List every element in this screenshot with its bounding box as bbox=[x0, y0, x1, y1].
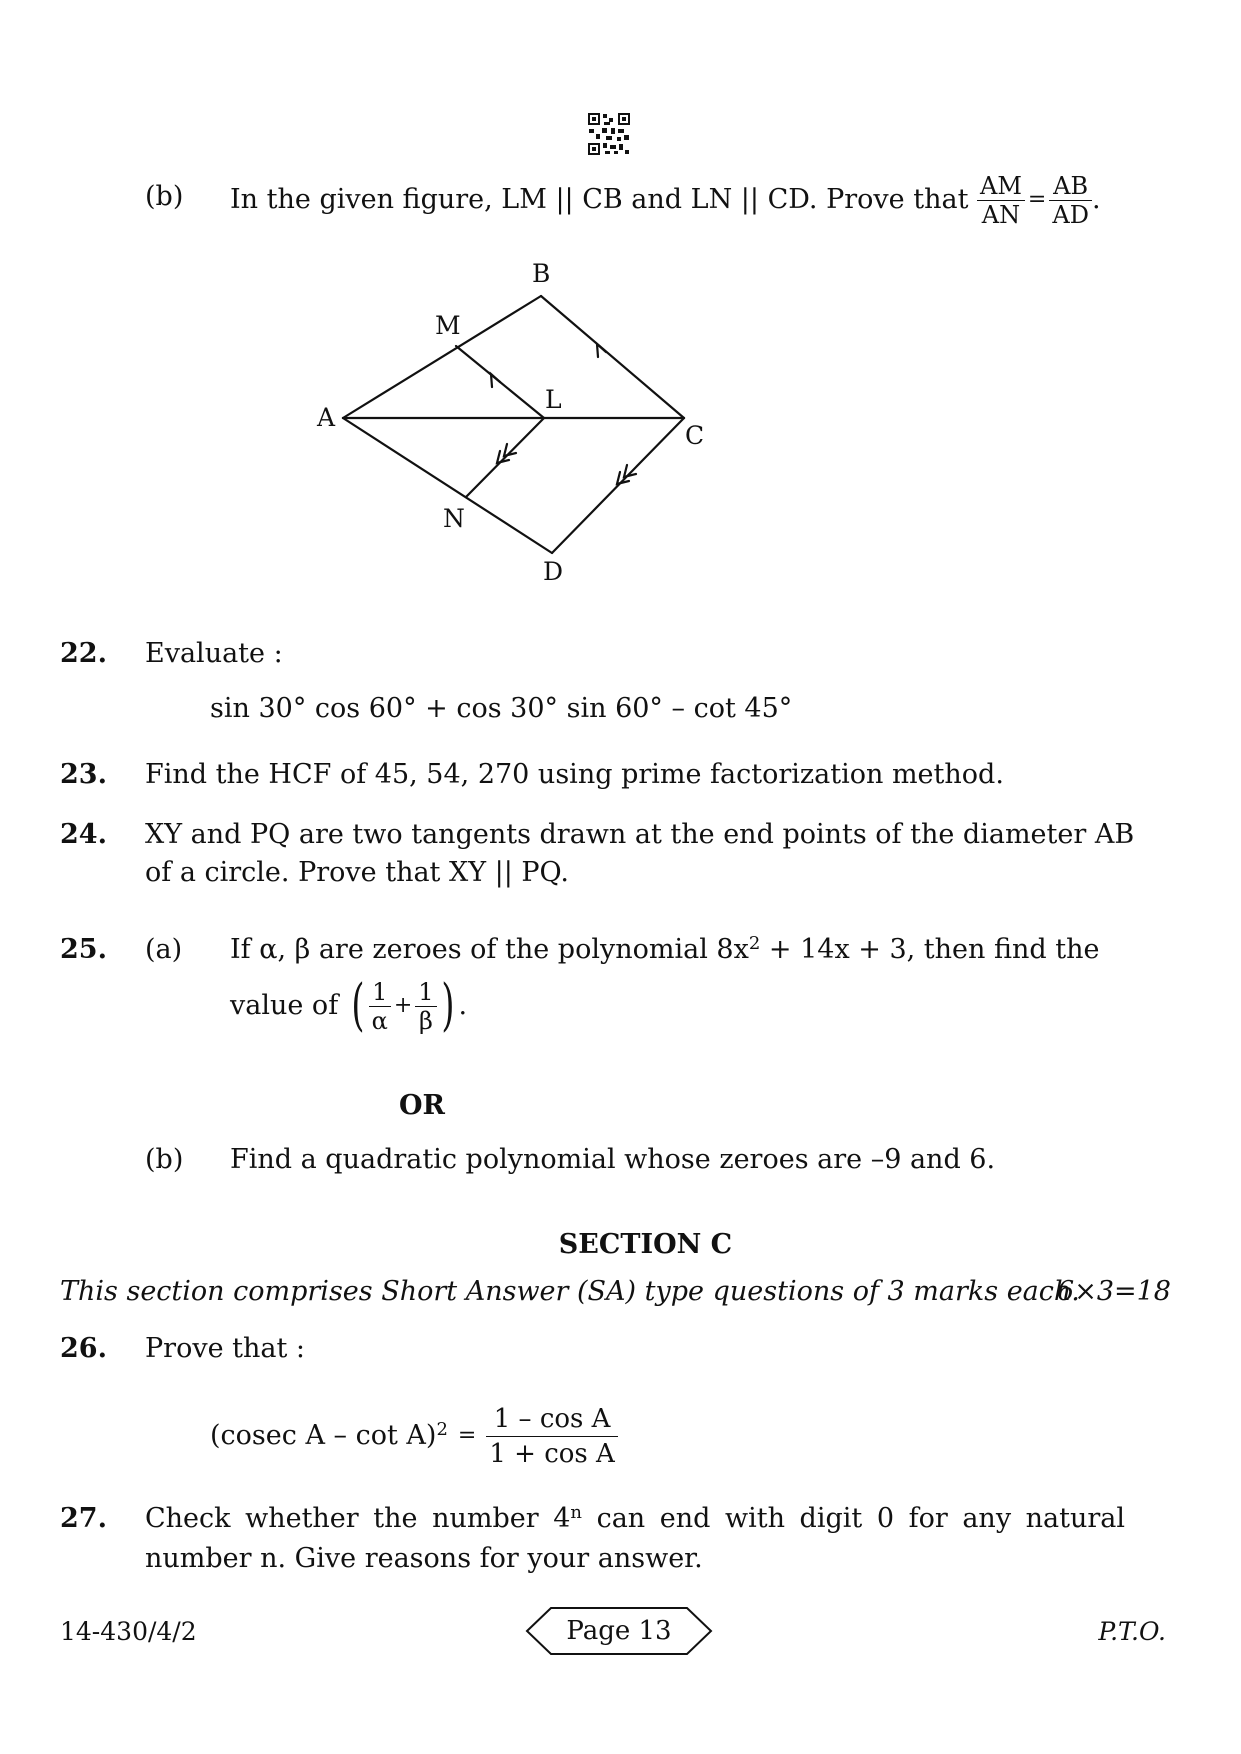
q25a-line-1-pre: If α, β are zeroes of the polynomial 8x bbox=[230, 934, 749, 965]
exponent: n bbox=[570, 1502, 582, 1523]
section-title: SECTION C bbox=[558, 1229, 733, 1260]
frac-num: 1 bbox=[415, 978, 436, 1007]
q24-line-2: of a circle. Prove that XY || PQ. bbox=[145, 857, 569, 888]
fraction-rhs bbox=[486, 1402, 617, 1471]
pto-label: P.T.O. bbox=[1098, 1617, 1166, 1646]
point-label-l: L bbox=[545, 385, 562, 414]
question-number-22: 22. bbox=[60, 638, 107, 669]
question-number-25: 25. bbox=[60, 934, 107, 965]
section-marks: 6×3=18 bbox=[1057, 1276, 1171, 1307]
arrow-ln-1 bbox=[504, 444, 516, 456]
q26-identity bbox=[210, 1400, 618, 1472]
frac-den: α bbox=[371, 1006, 388, 1035]
point-label-n: N bbox=[443, 504, 465, 533]
section-description: This section comprises Short Answer (SA) type questions of 3 marks each. bbox=[60, 1276, 1080, 1307]
q21b-statement: In the given figure, LM || CB and LN || CD. Prove that bbox=[230, 184, 969, 215]
page-number: Page 13 bbox=[566, 1616, 672, 1646]
q25-label-b: (b) bbox=[145, 1144, 184, 1175]
point-label-m: M bbox=[435, 311, 461, 340]
arrow-cd-1 bbox=[624, 465, 636, 477]
frac-den: β bbox=[419, 1006, 433, 1035]
q24-line-1: XY and PQ are two tangents drawn at the end points of the diameter AB bbox=[145, 819, 1135, 850]
q25a-line-1-post: + 14x + 3, then find the bbox=[760, 934, 1100, 965]
fraction-ab-ad bbox=[1049, 172, 1092, 229]
fraction-1-alpha bbox=[369, 978, 391, 1035]
segment-bc bbox=[541, 296, 684, 418]
q21b-label: (b) bbox=[145, 181, 184, 212]
qr-code bbox=[587, 112, 631, 156]
exponent: 2 bbox=[436, 1419, 448, 1440]
frac-num: AB bbox=[1049, 172, 1092, 201]
or-separator: OR bbox=[399, 1090, 445, 1121]
question-number-27: 27. bbox=[60, 1503, 107, 1534]
period: . bbox=[458, 990, 468, 1021]
page-indicator bbox=[525, 1606, 713, 1656]
q26-lhs: (cosec A – cot A) bbox=[210, 1420, 437, 1451]
frac-num: AM bbox=[977, 172, 1025, 201]
q21b-text bbox=[230, 165, 1101, 235]
question-number-23: 23. bbox=[60, 759, 107, 790]
q23-text: Find the HCF of 45, 54, 270 using prime factorization method. bbox=[145, 759, 1004, 790]
q22-expression: sin 30° cos 60° + cos 30° sin 60° – cot 45° bbox=[210, 693, 793, 724]
q26-text: Prove that : bbox=[145, 1333, 306, 1364]
exponent: 2 bbox=[748, 933, 761, 954]
q25a-line-1 bbox=[230, 933, 1099, 967]
point-label-d: D bbox=[543, 557, 564, 586]
period: . bbox=[1091, 184, 1101, 215]
frac-den: AN bbox=[981, 200, 1021, 229]
frac-num: 1 bbox=[369, 978, 391, 1007]
q25b-text: Find a quadratic polynomial whose zeroes are –9 and 6. bbox=[230, 1144, 996, 1175]
q27-line-1-post: can end with digit 0 for any natural bbox=[581, 1503, 1126, 1534]
arrow-lm bbox=[491, 374, 500, 387]
plus-sign: + bbox=[393, 993, 413, 1018]
fraction-1-beta bbox=[415, 978, 436, 1035]
q27-line-1-pre: Check whether the number 4 bbox=[145, 1503, 571, 1534]
q25a-value-of: value of bbox=[230, 990, 339, 1021]
point-label-b: B bbox=[532, 259, 551, 288]
q25-label-a: (a) bbox=[145, 934, 183, 965]
arrow-bc bbox=[597, 344, 606, 357]
frac-num: 1 – cos A bbox=[486, 1402, 617, 1437]
q27-line-2: number n. Give reasons for your answer. bbox=[145, 1543, 703, 1574]
q25a-line-2 bbox=[230, 970, 467, 1042]
point-label-a: A bbox=[317, 403, 336, 432]
equals-sign: = bbox=[457, 1423, 477, 1448]
question-number-26: 26. bbox=[60, 1333, 107, 1364]
geometry-figure bbox=[300, 255, 740, 595]
equals-sign: = bbox=[1027, 187, 1047, 212]
q22-text: Evaluate : bbox=[145, 638, 283, 669]
paper-code: 14-430/4/2 bbox=[60, 1617, 197, 1646]
left-paren: ( bbox=[351, 973, 365, 1038]
fraction-am-an bbox=[977, 172, 1025, 229]
segment-cd bbox=[552, 418, 684, 553]
segment-ln bbox=[466, 418, 544, 497]
frac-den: 1 + cos A bbox=[489, 1438, 615, 1469]
q27-line-1 bbox=[145, 1502, 1125, 1536]
right-paren: ) bbox=[440, 973, 455, 1038]
point-label-c: C bbox=[685, 421, 705, 450]
question-number-24: 24. bbox=[60, 819, 107, 850]
frac-den: AD bbox=[1052, 200, 1089, 229]
